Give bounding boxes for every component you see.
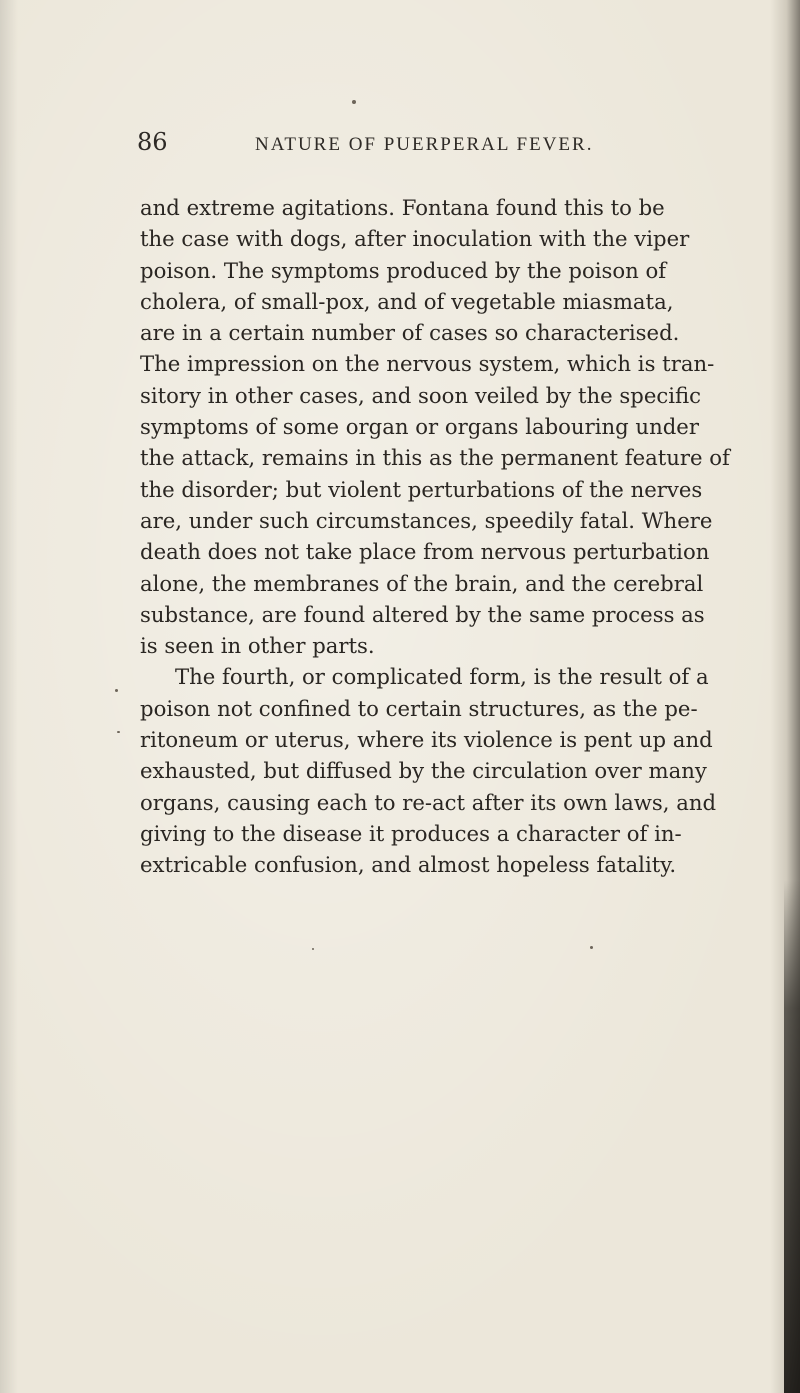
page-number: 86 (137, 128, 168, 156)
page-edge-dark (784, 880, 800, 1393)
text-line: cholera, of small-pox, and of vegetable miasmata, (140, 288, 674, 314)
paper-speck (115, 689, 118, 692)
text-line: the case with dogs, after inoculation with the viper (140, 226, 690, 252)
text-line: symptoms of some organ or organs labouring under (140, 414, 699, 440)
text-line: are, under such circumstances, speedily fatal. Where (140, 507, 713, 533)
text-line: alone, the membranes of the brain, and the cerebral (140, 570, 704, 596)
text-line: exhausted, but diffused by the circulation over many (140, 758, 707, 784)
text-line: are in a certain number of cases so characterised. (140, 320, 680, 346)
paper-speck (312, 948, 314, 950)
text-line: sitory in other cases, and soon veiled by the specific (140, 382, 702, 408)
running-head: NATURE OF PUERPERAL FEVER. (255, 134, 594, 155)
paper-speck (352, 100, 356, 104)
page-header (0, 128, 800, 168)
binding-shadow (0, 0, 18, 1393)
text-line: organs, causing each to re-act after its own laws, and (140, 789, 717, 815)
text-line: substance, are found altered by the same process as (140, 601, 705, 627)
text-line: death does not take place from nervous perturbation (140, 539, 710, 565)
text-line: The impression on the nervous system, which is tran- (140, 351, 715, 377)
text-line: poison. The symptoms produced by the poison of (140, 257, 667, 283)
text-line: the attack, remains in this as the permanent feature of (140, 445, 730, 471)
text-line: giving to the disease it produces a character of in- (140, 820, 682, 846)
text-line: the disorder; but violent perturbations of the nerves (140, 476, 703, 502)
paper-speck (117, 731, 120, 733)
text-line: extricable confusion, and almost hopeless fatality. (140, 852, 677, 878)
body-text (140, 192, 780, 881)
paper-speck (590, 946, 593, 949)
paragraph-start-line: The fourth, or complicated form, is the result of a (175, 664, 709, 690)
text-line: ritoneum or uterus, where its violence is pent up and (140, 727, 713, 753)
text-line: poison not confined to certain structures, as the pe- (140, 695, 698, 721)
text-line: and extreme agitations. Fontana found this to be (140, 195, 665, 220)
text-line: is seen in other parts. (140, 633, 375, 659)
